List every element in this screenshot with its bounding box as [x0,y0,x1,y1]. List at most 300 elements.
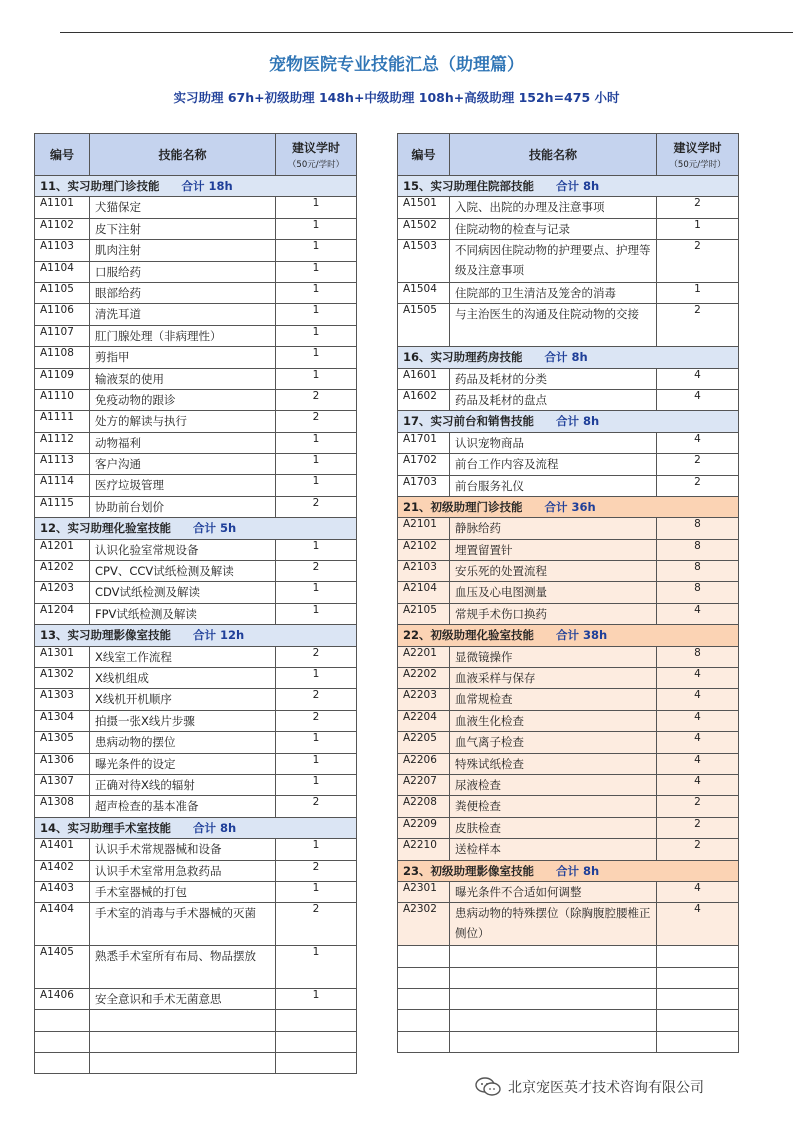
skill-hours: 1 [276,368,357,389]
skill-name: 认识宠物商品 [450,432,657,453]
skill-hours: 1 [276,432,357,453]
table-row [35,860,357,881]
table-row [35,988,357,1009]
skill-code: A1308 [35,796,90,817]
empty-cell [90,1053,276,1074]
skill-name: X线室工作流程 [90,646,276,667]
empty-cell [450,967,657,988]
skill-hours: 4 [657,368,739,389]
skill-hours: 1 [657,218,739,239]
skill-name: 安乐死的处置流程 [450,561,657,582]
section-header-row [398,347,739,368]
skill-name: 熟悉手术室所有布局、物品摆放 [90,946,276,989]
skill-name: 血压及心电图测量 [450,582,657,603]
skill-code: A1306 [35,753,90,774]
table-row [398,475,739,496]
empty-cell [35,1010,90,1031]
section-header-row [398,496,739,517]
table-row [35,946,357,989]
header-hours-label: 建议学时 [673,141,722,155]
skill-code: A1301 [35,646,90,667]
table-row [35,774,357,795]
skill-name: 正确对待X线的辐射 [90,774,276,795]
skill-name: 曝光条件的设定 [90,753,276,774]
table-row [35,710,357,731]
skill-hours: 2 [657,304,739,347]
skill-hours: 4 [657,774,739,795]
table-row [398,368,739,389]
table-row [398,710,739,731]
section-title: 21、初级助理门诊技能 [403,499,523,514]
header-name: 技能名称 [450,134,657,176]
skill-code: A1307 [35,774,90,795]
skill-code: A1602 [398,389,450,410]
skill-name: 埋置留置针 [450,539,657,560]
table-row [398,582,739,603]
skill-hours: 4 [657,732,739,753]
section-total: 合计 8h [556,179,600,193]
skill-name: 肛门腺处理（非病理性） [90,325,276,346]
skill-hours: 8 [657,539,739,560]
section-header-row [398,411,739,432]
skill-code: A1110 [35,389,90,410]
table-row [35,389,357,410]
skill-code: A2202 [398,668,450,689]
skill-name: 处方的解读与执行 [90,411,276,432]
skill-hours: 2 [276,411,357,432]
skill-name: 犬猫保定 [90,197,276,218]
section-title: 15、实习助理住院部技能 [403,179,535,193]
table-row [35,411,357,432]
skill-hours: 4 [657,903,739,946]
skill-code: A1107 [35,325,90,346]
table-row [398,304,739,347]
skill-name: 血常规检查 [450,689,657,710]
empty-cell [657,1031,739,1052]
section-header [398,860,739,881]
skill-hours: 4 [657,689,739,710]
table-row [35,496,357,517]
table-row [35,218,357,239]
section-total: 合计 8h [556,414,600,429]
skill-name: 剪指甲 [90,347,276,368]
section-total: 合计 8h [556,863,600,878]
footer-text: 北京宠医英才技术咨询有限公司 [508,1080,704,1096]
section-title: 11、实习助理门诊技能 [40,179,160,193]
empty-cell [450,1031,657,1052]
table-row [398,518,739,539]
header-code: 编号 [398,134,450,176]
skill-hours: 1 [276,753,357,774]
header-name: 技能名称 [90,134,276,176]
section-header [35,817,357,838]
skill-name: 静脉给药 [450,518,657,539]
skill-code: A2210 [398,839,450,860]
section-header [35,625,357,646]
skill-name: FPV试纸检测及解读 [90,603,276,624]
skill-code: A1402 [35,860,90,881]
section-header-row [35,176,357,197]
skill-code: A1703 [398,475,450,496]
skill-code: A2209 [398,817,450,838]
empty-cell [276,1010,357,1031]
empty-cell [657,946,739,967]
table-row [398,732,739,753]
table-row [398,197,739,218]
skill-hours: 1 [276,881,357,902]
skill-hours: 1 [276,732,357,753]
table-row [398,881,739,902]
section-title: 16、实习助理药房技能 [403,350,523,365]
skill-name: 患病动物的摆位 [90,732,276,753]
skill-hours: 2 [276,561,357,582]
table-row [35,347,357,368]
skill-code: A1103 [35,240,90,261]
table-row [35,304,357,325]
section-total: 合计 36h [544,499,596,514]
table-row [35,539,357,560]
section-title: 17、实习前台和销售技能 [403,414,535,429]
header-hours-note: （50元/学时） [287,160,345,170]
skill-code: A1114 [35,475,90,496]
table-row [398,389,739,410]
skill-code: A1502 [398,218,450,239]
skill-name: 医疗垃圾管理 [90,475,276,496]
table-row [398,454,739,475]
section-total: 合计 8h [193,820,237,835]
empty-cell [276,1053,357,1074]
skill-hours: 2 [657,796,739,817]
skill-name: 住院动物的检查与记录 [450,218,657,239]
page-title: 宠物医院专业技能汇总（助理篇） [269,55,524,75]
table-row [35,561,357,582]
header-hours-note: （50元/学时） [669,160,726,170]
skill-name: 肌肉注射 [90,240,276,261]
section-header-row [35,817,357,838]
skill-hours: 1 [276,839,357,860]
empty-row [35,1010,357,1031]
skill-hours: 2 [657,817,739,838]
empty-cell [90,1031,276,1052]
table-row [35,432,357,453]
skill-hours: 2 [657,240,739,283]
empty-cell [35,1053,90,1074]
skill-hours: 1 [276,282,357,303]
skill-hours: 4 [657,432,739,453]
skill-name: 曝光条件不合适如何调整 [450,881,657,902]
skill-hours: 8 [657,646,739,667]
header-code: 编号 [35,134,90,176]
skill-code: A2207 [398,774,450,795]
skill-code: A1111 [35,411,90,432]
skill-hours: 1 [276,988,357,1009]
skill-code: A1406 [35,988,90,1009]
skill-hours: 1 [276,197,357,218]
skill-name: 手术室的消毒与手术器械的灭菌 [90,903,276,946]
skill-name: 皮下注射 [90,218,276,239]
skill-name: 血气离子检查 [450,732,657,753]
skill-hours: 1 [276,582,357,603]
section-header-row [35,625,357,646]
skill-name: 不同病因住院动物的护理要点、护理等级及注意事项 [450,240,657,283]
empty-cell [90,1010,276,1031]
empty-cell [450,1010,657,1031]
table-row [35,881,357,902]
section-header [398,625,739,646]
header-hours [276,134,357,176]
table-row [398,689,739,710]
skill-code: A2204 [398,710,450,731]
skill-code: A2102 [398,539,450,560]
table-row [398,753,739,774]
skill-name: X线机开机顺序 [90,689,276,710]
skill-hours: 8 [657,518,739,539]
empty-row [398,1010,739,1031]
section-title: 13、实习助理影像室技能 [40,628,172,643]
skill-name: 拍摄一张X线片步骤 [90,710,276,731]
skill-code: A2301 [398,881,450,902]
skill-code: A1503 [398,240,450,283]
skill-name: X线机组成 [90,667,276,688]
empty-cell [398,988,450,1009]
skill-hours: 2 [657,197,739,218]
skill-name: 粪便检查 [450,796,657,817]
skill-code: A1702 [398,454,450,475]
header-hours [657,134,739,176]
wechat-icon [474,1076,502,1098]
table-row [398,240,739,283]
skill-name: 输液泵的使用 [90,368,276,389]
skill-name: 口服给药 [90,261,276,282]
skill-code: A1305 [35,732,90,753]
skill-code: A1115 [35,496,90,517]
empty-cell [398,946,450,967]
table-row [398,561,739,582]
table-row [35,454,357,475]
skill-hours: 2 [276,646,357,667]
skill-name: 手术室器械的打包 [90,881,276,902]
table-row [398,539,739,560]
skill-code: A1113 [35,454,90,475]
skill-name: 常规手术伤口换药 [450,603,657,624]
table-row [35,261,357,282]
skill-hours: 1 [276,261,357,282]
section-header [398,176,739,197]
footer-watermark [474,1075,774,1099]
empty-cell [450,988,657,1009]
skill-hours: 1 [276,454,357,475]
skill-name: 尿液检查 [450,774,657,795]
empty-cell [35,1031,90,1052]
skill-code: A2104 [398,582,450,603]
skill-code: A1501 [398,197,450,218]
skill-hours: 2 [276,389,357,410]
section-header-row [398,176,739,197]
skill-hours: 1 [276,946,357,989]
empty-row [398,967,739,988]
section-total: 合计 12h [193,628,245,643]
empty-row [35,1053,357,1074]
empty-cell [276,1031,357,1052]
empty-cell [398,1010,450,1031]
empty-cell [450,946,657,967]
skill-name: 药品及耗材的分类 [450,368,657,389]
table-row [35,903,357,946]
skill-code: A2203 [398,689,450,710]
skill-hours: 1 [276,539,357,560]
table-row [35,839,357,860]
section-total: 合计 18h [181,179,233,193]
table-row [35,368,357,389]
table-row [35,689,357,710]
table-row [35,197,357,218]
table-row [398,774,739,795]
skill-code: A2101 [398,518,450,539]
skill-hours: 1 [276,475,357,496]
section-total: 合计 8h [544,350,588,365]
skill-hours: 2 [657,454,739,475]
skill-code: A1101 [35,197,90,218]
skill-code: A1109 [35,368,90,389]
table-row [35,646,357,667]
skill-name: 眼部给药 [90,282,276,303]
empty-row [398,988,739,1009]
table-row [35,753,357,774]
table-row [398,603,739,624]
skill-hours: 4 [657,603,739,624]
table-row [35,475,357,496]
skill-hours: 4 [657,710,739,731]
section-header [398,347,739,368]
skill-name: 认识化验室常规设备 [90,539,276,560]
empty-cell [657,967,739,988]
skill-hours: 4 [657,881,739,902]
table-row [35,240,357,261]
table-row [35,732,357,753]
skill-hours: 2 [657,475,739,496]
section-header [398,411,739,432]
skill-code: A1201 [35,539,90,560]
skill-code: A1401 [35,839,90,860]
skill-hours: 1 [276,603,357,624]
table-row [398,839,739,860]
section-header-row [35,518,357,539]
table-row [398,218,739,239]
skill-name: 前台服务礼仪 [450,475,657,496]
skill-code: A1203 [35,582,90,603]
table-row [35,282,357,303]
skill-hours: 1 [276,304,357,325]
skill-code: A1303 [35,689,90,710]
table-row [35,582,357,603]
skill-name: 协助前台划价 [90,496,276,517]
skill-name: CDV试纸检测及解读 [90,582,276,603]
skill-code: A1105 [35,282,90,303]
empty-cell [657,988,739,1009]
table-row [35,325,357,346]
skill-name: 送检样本 [450,839,657,860]
skill-name: 特殊试纸检查 [450,753,657,774]
table-row [398,817,739,838]
empty-cell [398,967,450,988]
skill-hours: 1 [276,667,357,688]
skill-hours: 8 [657,582,739,603]
page-subtitle: 实习助理 67h+初级助理 148h+中级助理 108h+高级助理 152h=475 小时 [173,90,620,105]
skill-name: 动物福利 [90,432,276,453]
empty-row [398,1031,739,1052]
skill-code: A1104 [35,261,90,282]
skill-hours: 1 [276,325,357,346]
skill-name: 认识手术室常用急救药品 [90,860,276,881]
table-row [398,668,739,689]
skill-code: A1601 [398,368,450,389]
section-title: 12、实习助理化验室技能 [40,521,172,536]
skills-table-right [397,133,739,1053]
section-header [35,176,357,197]
skill-name: 与主治医生的沟通及住院动物的交接 [450,304,657,347]
skill-name: 超声检查的基本准备 [90,796,276,817]
skill-name: 客户沟通 [90,454,276,475]
skill-hours: 2 [276,496,357,517]
skill-code: A1504 [398,282,450,303]
skill-name: 药品及耗材的盘点 [450,389,657,410]
skill-name: 免疫动物的跟诊 [90,389,276,410]
skill-hours: 2 [276,710,357,731]
skill-code: A2201 [398,646,450,667]
section-title: 22、初级助理化验室技能 [403,628,535,643]
skill-code: A1302 [35,667,90,688]
section-total: 合计 5h [193,521,237,536]
skill-code: A2208 [398,796,450,817]
skill-code: A2302 [398,903,450,946]
empty-row [35,1031,357,1052]
skill-hours: 4 [657,668,739,689]
skill-name: 血液生化检查 [450,710,657,731]
section-header [398,496,739,517]
skill-hours: 4 [657,389,739,410]
table-row [398,903,739,946]
skill-name: 显微镜操作 [450,646,657,667]
section-header-row [398,625,739,646]
table-row [398,432,739,453]
skill-name: 前台工作内容及流程 [450,454,657,475]
skill-hours: 4 [657,753,739,774]
skill-name: 皮肤检查 [450,817,657,838]
skill-name: CPV、CCV试纸检测及解读 [90,561,276,582]
skill-code: A2103 [398,561,450,582]
skill-code: A2206 [398,753,450,774]
section-title: 14、实习助理手术室技能 [40,820,172,835]
skill-hours: 1 [657,282,739,303]
section-total: 合计 38h [556,628,608,643]
skill-code: A1404 [35,903,90,946]
skill-name: 清洗耳道 [90,304,276,325]
section-header-row [398,860,739,881]
skill-code: A1202 [35,561,90,582]
skill-hours: 2 [276,903,357,946]
skill-hours: 2 [657,839,739,860]
skill-hours: 2 [276,860,357,881]
skill-name: 安全意识和手术无菌意思 [90,988,276,1009]
table-row [35,667,357,688]
skill-name: 住院部的卫生清洁及笼舍的消毒 [450,282,657,303]
header-hours-label: 建议学时 [291,141,340,155]
table-row [35,796,357,817]
empty-cell [657,1010,739,1031]
skill-hours: 1 [276,218,357,239]
skill-code: A1405 [35,946,90,989]
empty-row [398,946,739,967]
